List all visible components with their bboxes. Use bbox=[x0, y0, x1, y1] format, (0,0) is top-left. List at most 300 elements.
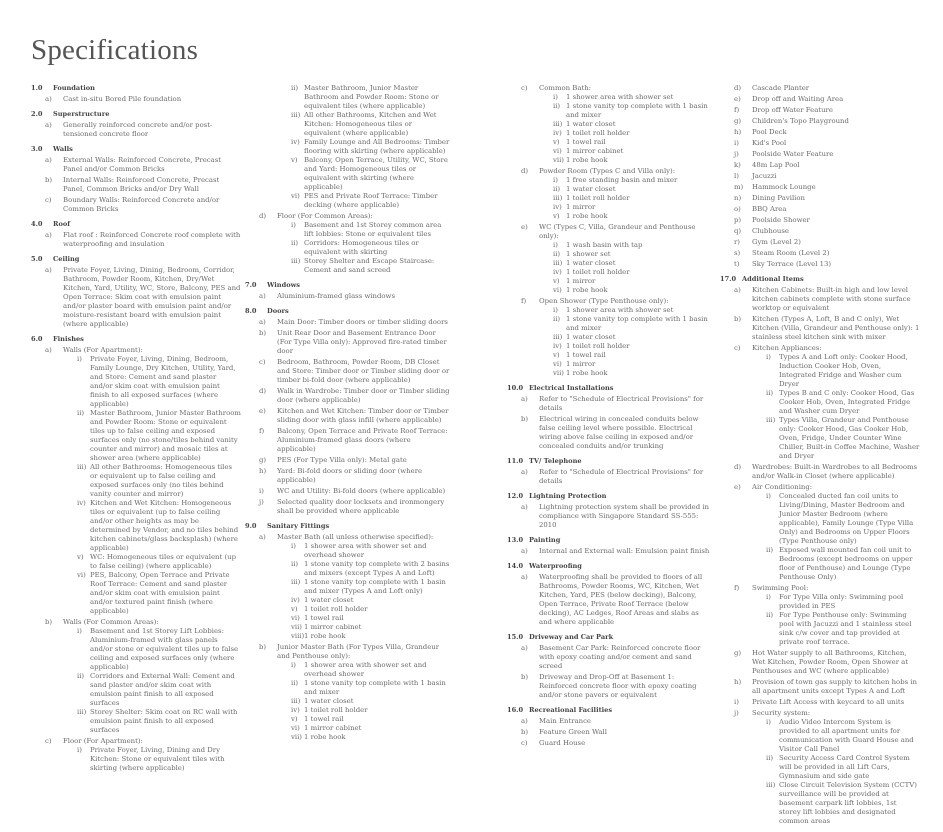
sub-item bbox=[63, 627, 241, 672]
item-body bbox=[539, 644, 712, 671]
item-body bbox=[277, 643, 450, 742]
item-text: Electrical wiring in concealed conduits below false ceiling level where possible. Electrical wiring above false ceiling in exposed and/or concealed conduits and/or trunking bbox=[539, 415, 699, 450]
section-title: Foundation bbox=[53, 84, 95, 92]
sub-item-text: PES, Balcony, Open Terrace and Private Roof Terrace: Cement and sand plaster and/or skim coat with emulsion paint and/or textured paint finish (where applicable) bbox=[90, 571, 230, 615]
item-body bbox=[63, 346, 241, 616]
sub-item-label: iii) bbox=[291, 111, 301, 119]
sub-item bbox=[539, 360, 712, 369]
sub-item-label: iii) bbox=[291, 697, 301, 705]
section-title: Electrical Installations bbox=[529, 384, 614, 392]
sub-item-label: vi) bbox=[291, 192, 300, 200]
item-label: f) bbox=[734, 106, 740, 114]
sub-item-label: i) bbox=[291, 221, 296, 229]
list-item bbox=[31, 156, 241, 174]
item-label: b) bbox=[521, 728, 529, 736]
sub-item-label: vi) bbox=[291, 614, 300, 622]
item-label: a) bbox=[45, 266, 52, 274]
item-text: Cascade Planter bbox=[752, 84, 810, 92]
sub-item-text: 1 water closet bbox=[304, 697, 354, 705]
list-item bbox=[245, 456, 450, 465]
sub-item-text: 1 shower area with shower set and overhead shower bbox=[304, 542, 427, 559]
item-text: Balcony, Open Terrace and Private Roof Terrace: Aluminium-framed glass doors (where applicable) bbox=[277, 427, 448, 453]
item-label: a) bbox=[45, 346, 52, 354]
item-text: Kid's Pool bbox=[752, 139, 787, 147]
list-item bbox=[720, 161, 920, 170]
section-number: 12.0 bbox=[507, 492, 524, 500]
list-item bbox=[720, 84, 920, 93]
item-body bbox=[752, 483, 920, 582]
sub-item bbox=[539, 93, 712, 102]
item-text: Walk in Wardrobe: Timber door or Timber sliding door (where applicable) bbox=[277, 387, 450, 404]
sub-item-label: i) bbox=[291, 661, 296, 669]
sub-item-text: Storey Shelter and Escape Staircase: Cement and sand screed bbox=[304, 257, 435, 274]
item-text: Walls (For Apartment): bbox=[63, 346, 143, 354]
sub-item-label: vii) bbox=[291, 623, 302, 631]
item-label: i) bbox=[734, 139, 739, 147]
sub-item bbox=[63, 746, 241, 773]
sub-item-text: Audio Video Intercom System is provided to all apartment units for communication with Guard House and Visitor Call Panel bbox=[779, 718, 914, 753]
sub-item-label: ii) bbox=[291, 679, 299, 687]
item-body bbox=[63, 95, 241, 104]
item-text: Swimming Pool: bbox=[752, 584, 809, 592]
sub-item-text: Private Foyer, Living, Dining, Bedroom, Family Lounge, Dry Kitchen, Utility, Yard, and Store: Cement and sand plaster and/or skim coat with emulsion paint finish to all exposed surfaces (where applicable) bbox=[90, 355, 236, 408]
item-label: j) bbox=[734, 709, 739, 717]
item-body bbox=[752, 649, 920, 676]
sub-item-label: v) bbox=[553, 212, 560, 220]
sub-item bbox=[539, 156, 712, 165]
item-label: b) bbox=[521, 673, 529, 681]
list-item bbox=[720, 584, 920, 647]
sub-item-text: For Type Villa only: Swimming pool provided in PES bbox=[779, 593, 904, 610]
item-label: d) bbox=[734, 84, 742, 92]
list-item bbox=[720, 205, 920, 214]
list-item bbox=[720, 260, 920, 269]
sub-item bbox=[277, 138, 450, 156]
list-item bbox=[31, 737, 241, 773]
item-body bbox=[752, 106, 920, 115]
section-title: Recreational Facilities bbox=[529, 706, 613, 714]
sub-item-text: Storey Shelter: Skim coat on RC wall with emulsion paint finish to all exposed surfaces bbox=[90, 708, 238, 734]
item-text: Lightning protection system shall be provided in compliance with Singapore Standard SS-555: 2010 bbox=[539, 503, 709, 529]
item-text: Flat roof : Reinforced Concrete roof complete with waterproofing and insulation bbox=[63, 231, 241, 248]
sub-item-label: i) bbox=[553, 306, 558, 314]
list-item bbox=[507, 547, 712, 556]
item-body bbox=[752, 194, 920, 203]
item-label: m) bbox=[734, 183, 744, 191]
sub-item bbox=[539, 212, 712, 221]
sub-item-label: iii) bbox=[766, 416, 776, 424]
item-body bbox=[752, 183, 920, 192]
sub-item-text: Exposed wall mounted fan coil unit to Bedrooms (except bedrooms on upper floor of Penthouse) and Lounge (Type Penthouse Only) bbox=[779, 546, 913, 581]
list-item bbox=[507, 415, 712, 451]
sub-item-text: 1 mirror bbox=[566, 203, 596, 211]
sub-item-text: 1 shower area with shower set and overhead shower bbox=[304, 661, 427, 678]
section-number: 7.0 bbox=[245, 281, 257, 289]
sub-item bbox=[539, 102, 712, 120]
item-label: g) bbox=[259, 456, 267, 464]
item-text: Kitchen (Types A, Loft, B and C only), Wet Kitchen (Villa, Grandeur and Penthouse only): 1 stainless steel kitchen sink with mixer bbox=[752, 315, 920, 341]
sub-item-label: iii) bbox=[291, 578, 301, 586]
sub-item-text: 1 robe hook bbox=[566, 156, 608, 164]
item-label: a) bbox=[521, 644, 528, 652]
list-item bbox=[31, 618, 241, 735]
sub-item bbox=[539, 129, 712, 138]
sub-item bbox=[539, 241, 712, 250]
sub-item-text: 1 stone vanity top complete with 1 basin and mixer bbox=[566, 315, 708, 332]
item-label: h) bbox=[734, 128, 742, 136]
sub-item bbox=[539, 306, 712, 315]
item-text: Private Foyer, Living, Dining, Bedroom, Corridor, Bathroom, Powder Room, Kitchen, Dry/Wet Kitchen, Yard, Utility, WC, Store, Balcony, PES and Open Terrace: Skim coat with emulsion paint and/or plaster board with emulsion paint and/or moisture-resistant board with emulsion paint (where applicable) bbox=[63, 266, 241, 328]
sub-item-label: iv) bbox=[77, 499, 86, 507]
sub-item-text: 1 free standing basin and mixer bbox=[566, 176, 678, 184]
list-item bbox=[31, 196, 241, 214]
item-label: n) bbox=[734, 194, 742, 202]
sub-item-text: 1 shower area with shower set bbox=[566, 93, 674, 101]
sub-item-label: iii) bbox=[553, 120, 563, 128]
item-text: WC (Types C, Villa, Grandeur and Penthouse only): bbox=[539, 223, 696, 240]
sub-item-label: ii) bbox=[553, 185, 561, 193]
list-item bbox=[720, 678, 920, 696]
sub-item-text: Corridors and External Wall: Cement and sand plaster and/or skim coat with emulsion paint finish to all exposed surfaces bbox=[90, 672, 235, 707]
sub-item-label: i) bbox=[766, 492, 771, 500]
spec-section bbox=[245, 281, 450, 301]
sub-item-label: i) bbox=[766, 353, 771, 361]
item-label: a) bbox=[259, 318, 266, 326]
list-item bbox=[720, 128, 920, 137]
item-body bbox=[277, 533, 450, 641]
item-body bbox=[752, 227, 920, 236]
sub-item bbox=[539, 250, 712, 259]
sub-item bbox=[539, 203, 712, 212]
sub-item bbox=[277, 239, 450, 257]
item-text: Bedroom, Bathroom, Powder Room, DB Closet and Store: Timber door or Timber sliding door or timber bi-fold door (where applicable) bbox=[277, 358, 450, 384]
section-title: Windows bbox=[267, 281, 300, 289]
item-text: Jacuzzi bbox=[752, 172, 777, 180]
item-label: e) bbox=[259, 407, 266, 415]
item-text: Master Bath (all unless otherwise specified): bbox=[277, 533, 434, 541]
item-text: BBQ Area bbox=[752, 205, 787, 213]
sub-item-label: ii) bbox=[291, 560, 299, 568]
section-title: Walls bbox=[53, 145, 73, 153]
sub-item bbox=[277, 632, 450, 641]
continued-body bbox=[277, 84, 450, 210]
item-label: f) bbox=[521, 297, 527, 305]
item-label: c) bbox=[259, 358, 266, 366]
section-title: Waterproofing bbox=[529, 562, 582, 570]
item-body bbox=[63, 176, 241, 194]
item-text: Floor (For Common Areas): bbox=[277, 212, 373, 220]
sub-item bbox=[277, 679, 450, 697]
sub-item bbox=[539, 277, 712, 286]
sub-item-text: Types Villa, Grandeur and Penthouse only: Cooker Hood, Gas Cooker Hob, Oven, Fridge, Under Counter Wine Chiller, Built-in Coffee Machine, Washer and Dryer bbox=[779, 416, 920, 460]
item-label: a) bbox=[521, 717, 528, 725]
sub-item-label: v) bbox=[553, 277, 560, 285]
item-label: t) bbox=[734, 260, 740, 268]
spec-section bbox=[31, 110, 241, 139]
item-text: Hot Water supply to all Bathrooms, Kitchen, Wet Kitchen, Powder Room, Open Shower at Penthouses and WC (where applicable) bbox=[752, 649, 909, 675]
sub-item bbox=[277, 192, 450, 210]
sub-item bbox=[277, 733, 450, 742]
sub-item bbox=[277, 706, 450, 715]
sub-item bbox=[539, 259, 712, 268]
item-body bbox=[752, 344, 920, 461]
list-item bbox=[720, 183, 920, 192]
item-label: a) bbox=[521, 395, 528, 403]
section-heading bbox=[31, 255, 241, 264]
item-text: Private Lift Access with keycard to all units bbox=[752, 698, 905, 706]
sub-item-label: iii) bbox=[77, 708, 87, 716]
sub-item-text: 1 mirror cabinet bbox=[304, 623, 362, 631]
sub-item bbox=[539, 351, 712, 360]
item-text: Generally reinforced concrete and/or post-tensioned concrete floor bbox=[63, 121, 213, 138]
sub-item bbox=[539, 268, 712, 277]
sub-item-label: vii) bbox=[553, 156, 564, 164]
list-item bbox=[507, 644, 712, 671]
sub-item-text: PES and Private Roof Terrace: Timber decking (where applicable) bbox=[304, 192, 438, 209]
sub-item-label: iii) bbox=[553, 333, 563, 341]
sub-item bbox=[277, 614, 450, 623]
list-item bbox=[245, 212, 450, 275]
section-title: Driveway and Car Park bbox=[529, 633, 614, 641]
sub-item bbox=[539, 333, 712, 342]
section-heading bbox=[720, 275, 920, 284]
item-label: c) bbox=[45, 196, 52, 204]
item-text: Kitchen Appliances: bbox=[752, 344, 822, 352]
sub-item-label: i) bbox=[766, 593, 771, 601]
item-text: Poolside Shower bbox=[752, 216, 810, 224]
item-label: j) bbox=[259, 498, 264, 506]
sub-item-label: iii) bbox=[77, 463, 87, 471]
item-text: Clubhouse bbox=[752, 227, 789, 235]
item-label: a) bbox=[734, 286, 741, 294]
item-body bbox=[63, 266, 241, 329]
item-body bbox=[752, 463, 920, 481]
list-item bbox=[507, 503, 712, 530]
sub-item bbox=[63, 499, 241, 553]
item-body bbox=[277, 407, 450, 425]
sub-item-label: ii) bbox=[77, 409, 85, 417]
sub-item bbox=[277, 697, 450, 706]
section-title: Finishes bbox=[53, 335, 84, 343]
list-item bbox=[507, 573, 712, 627]
spec-section bbox=[720, 275, 920, 826]
sub-item-text: 1 wash basin with tap bbox=[566, 241, 643, 249]
item-label: a) bbox=[521, 468, 528, 476]
item-body bbox=[63, 618, 241, 735]
sub-item bbox=[277, 605, 450, 614]
item-text: Gym (Level 2) bbox=[752, 238, 801, 246]
sub-item bbox=[277, 661, 450, 679]
item-label-spacer bbox=[245, 84, 277, 210]
list-item bbox=[31, 95, 241, 104]
sub-item bbox=[277, 560, 450, 578]
sub-item-label: vi) bbox=[291, 724, 300, 732]
list-item bbox=[720, 95, 920, 104]
item-label: q) bbox=[734, 227, 742, 235]
spec-section bbox=[507, 384, 712, 451]
item-body bbox=[63, 156, 241, 174]
section-heading bbox=[31, 335, 241, 344]
item-body bbox=[752, 698, 920, 707]
sub-item-label: vi) bbox=[553, 360, 562, 368]
sub-item-label: i) bbox=[77, 746, 82, 754]
item-label: a) bbox=[521, 503, 528, 511]
item-label: r) bbox=[734, 238, 740, 246]
sub-item bbox=[277, 724, 450, 733]
section-heading bbox=[31, 110, 241, 119]
column-1 bbox=[31, 84, 241, 779]
sub-item-label: i) bbox=[77, 355, 82, 363]
sub-item-label: vii) bbox=[553, 369, 564, 377]
sub-item bbox=[752, 781, 920, 826]
item-label: i) bbox=[734, 698, 739, 706]
section-title: Painting bbox=[529, 536, 561, 544]
item-text: Security system: bbox=[752, 709, 811, 717]
sub-item-label: vi) bbox=[553, 147, 562, 155]
sub-item-text: Types B and C only: Cooker Hood, Gas Cooker Hob, Oven, Integrated Fridge and Washer cum Dryer bbox=[779, 389, 915, 415]
item-text: Guard House bbox=[539, 739, 586, 747]
item-body bbox=[539, 415, 712, 451]
sub-item-text: 1 stone vanity top complete with 2 basins and mixers (except Types A and Loft) bbox=[304, 560, 450, 577]
sub-item-text: 1 stone vanity top complete with 1 basin and mixer bbox=[566, 102, 708, 119]
item-text: Pool Deck bbox=[752, 128, 787, 136]
item-label: d) bbox=[734, 463, 742, 471]
item-body bbox=[752, 205, 920, 214]
item-text: Children's Topo Playground bbox=[752, 117, 849, 125]
section-heading bbox=[31, 145, 241, 154]
item-text: Open Shower (Type Penthouse only): bbox=[539, 297, 669, 305]
sub-item bbox=[752, 718, 920, 754]
sub-item bbox=[539, 369, 712, 378]
item-text: Refer to "Schedule of Electrical Provisions" for details bbox=[539, 395, 704, 412]
item-label: a) bbox=[45, 231, 52, 239]
list-item bbox=[720, 698, 920, 707]
item-label: j) bbox=[734, 150, 739, 158]
item-text: Refer to "Schedule of Electrical Provisions" for details bbox=[539, 468, 704, 485]
item-text: Aluminium-framed glass windows bbox=[277, 292, 395, 300]
list-item bbox=[245, 318, 450, 327]
sub-item-text: 1 toilet roll holder bbox=[304, 706, 368, 714]
list-item bbox=[507, 84, 712, 165]
item-body bbox=[277, 318, 450, 327]
item-text: External Walls: Reinforced Concrete, Precast Panel and/or Common Bricks bbox=[63, 156, 222, 173]
list-item bbox=[720, 227, 920, 236]
item-body bbox=[752, 161, 920, 170]
item-label: c) bbox=[521, 84, 528, 92]
sub-item-label: ii) bbox=[291, 239, 299, 247]
list-item bbox=[507, 468, 712, 486]
sub-item bbox=[539, 315, 712, 333]
list-item bbox=[245, 329, 450, 356]
section-number: 3.0 bbox=[31, 145, 43, 153]
section-number: 10.0 bbox=[507, 384, 524, 392]
item-body bbox=[63, 196, 241, 214]
item-text: Provision of town gas supply to kitchen hobs in all apartment units except Types A and Loft bbox=[752, 678, 917, 695]
item-text: Drop off and Waiting Area bbox=[752, 95, 844, 103]
sub-item-label: i) bbox=[766, 718, 771, 726]
sub-item-label: v) bbox=[291, 605, 298, 613]
list-item bbox=[720, 117, 920, 126]
sub-item bbox=[539, 120, 712, 129]
item-body bbox=[752, 238, 920, 247]
list-item bbox=[245, 498, 450, 516]
sub-item bbox=[752, 416, 920, 461]
item-body bbox=[539, 223, 712, 295]
item-label: g) bbox=[734, 117, 742, 125]
item-text: Drop off Water Feature bbox=[752, 106, 833, 114]
section-heading bbox=[507, 706, 712, 715]
sub-item bbox=[539, 185, 712, 194]
item-text: Yard: Bi-fold doors or sliding door (where applicable) bbox=[277, 467, 423, 484]
section-number: 4.0 bbox=[31, 220, 43, 228]
list-item bbox=[507, 673, 712, 700]
section-title: Ceiling bbox=[53, 255, 80, 263]
item-text: Driveway and Drop-Off at Basement 1: Reinforced concrete floor with epoxy coating and/or stone pavers or equivalent bbox=[539, 673, 697, 699]
sub-item-label: iv) bbox=[291, 596, 300, 604]
item-text: 48m Lap Pool bbox=[752, 161, 800, 169]
item-label: f) bbox=[259, 427, 265, 435]
item-label: b) bbox=[734, 315, 742, 323]
sub-item-label: iv) bbox=[553, 203, 562, 211]
list-item bbox=[720, 216, 920, 225]
list-item bbox=[720, 649, 920, 676]
sub-item bbox=[63, 463, 241, 499]
sub-item bbox=[752, 546, 920, 582]
item-text: Basement Car Park: Reinforced concrete floor with epoxy coating and/or cement and sand screed bbox=[539, 644, 701, 670]
item-label: f) bbox=[734, 584, 740, 592]
sub-item-text: Family Lounge and All Bedrooms: Timber flooring with skirting (where applicable) bbox=[304, 138, 450, 155]
item-body bbox=[539, 673, 712, 700]
item-text: Poolside Water Feature bbox=[752, 150, 834, 158]
sub-item-text: 1 water closet bbox=[566, 333, 616, 341]
item-label: a) bbox=[45, 156, 52, 164]
sub-item bbox=[752, 353, 920, 389]
item-body bbox=[752, 678, 920, 696]
section-title: Additional Items bbox=[742, 275, 804, 283]
section-title: Roof bbox=[53, 220, 71, 228]
item-body bbox=[277, 427, 450, 454]
list-item bbox=[31, 266, 241, 329]
item-text: Dining Pavilion bbox=[752, 194, 805, 202]
column-4 bbox=[720, 84, 920, 832]
sub-item-label: ii) bbox=[553, 250, 561, 258]
item-label: e) bbox=[734, 95, 741, 103]
sub-item bbox=[277, 84, 450, 111]
section-title: Doors bbox=[267, 307, 289, 315]
item-body bbox=[539, 547, 712, 556]
section-heading bbox=[245, 522, 450, 531]
list-item bbox=[720, 139, 920, 148]
item-body bbox=[752, 315, 920, 342]
item-body bbox=[539, 717, 712, 726]
sub-item-label: ii) bbox=[553, 102, 561, 110]
item-label: c) bbox=[45, 737, 52, 745]
list-item bbox=[245, 358, 450, 385]
sub-item bbox=[63, 672, 241, 708]
item-body bbox=[752, 128, 920, 137]
sub-item bbox=[752, 754, 920, 781]
sub-item-text: Basement and 1st Storey Lift Lobbies: Aluminium-framed with glass panels and/or stone or equivalent tiles up to false ceiling and exposed surfaces only (where applicable) bbox=[90, 627, 239, 671]
sub-item-label: iv) bbox=[291, 706, 300, 714]
item-body bbox=[63, 231, 241, 249]
list-item bbox=[720, 238, 920, 247]
sub-item-label: ii) bbox=[291, 84, 299, 92]
section-title: Sanitary Fittings bbox=[267, 522, 330, 530]
sub-item bbox=[277, 257, 450, 275]
sub-item-label: ii) bbox=[766, 546, 774, 554]
sub-item-label: iii) bbox=[291, 257, 301, 265]
sub-item-label: iv) bbox=[291, 138, 300, 146]
